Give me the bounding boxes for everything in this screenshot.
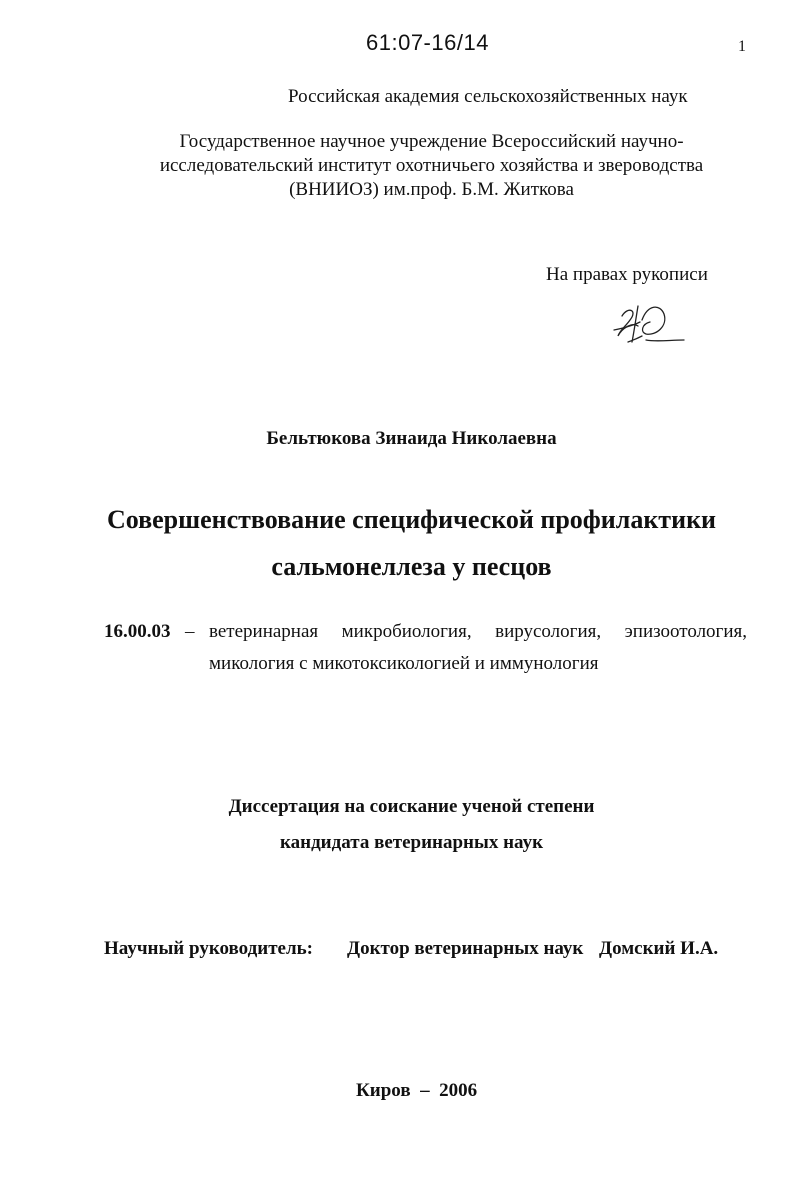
- city-year: Киров – 2006: [356, 1080, 478, 1101]
- institution-line: исследовательский институт охотничьего хозяйства и звероводства: [159, 155, 704, 176]
- catalog-number: 61:07-16/14: [366, 30, 489, 55]
- specialty-description-line: микология с микотоксикологией и иммунология: [209, 653, 599, 674]
- supervisor-degree: Доктор ветеринарных наук: [347, 938, 584, 959]
- dissertation-degree-line: кандидата ветеринарных наук: [279, 832, 544, 853]
- academy-name: Российская академия сельскохозяйственных наук: [288, 86, 688, 107]
- page-number: 1: [738, 38, 746, 55]
- specialty-code: 16.00.03: [104, 621, 171, 642]
- institution-line: (ВНИИОЗ) им.проф. Б.М. Житкова: [289, 179, 574, 200]
- title-line: Совершенствование специфической профилактики: [106, 505, 717, 534]
- title-line: сальмонеллеза у песцов: [271, 552, 552, 581]
- institution-name: [0, 130, 793, 202]
- specialty-description-line: ветеринарная микробиология, вирусология, эпизоотология,: [209, 621, 747, 642]
- dissertation-title: [0, 496, 793, 590]
- institution-line: Государственное научное учреждение Всероссийский научно-: [179, 131, 684, 152]
- signature-icon: [608, 296, 688, 352]
- supervisor-label: Научный руководитель:: [104, 938, 313, 959]
- specialty-dash: –: [185, 621, 195, 642]
- dissertation-degree-line: Диссертация на соискание ученой степени: [228, 796, 595, 817]
- supervisor-name: Домский И.А.: [599, 938, 719, 959]
- author-name: Бельтюкова Зинаида Николаевна: [266, 428, 557, 449]
- rights-note: На правах рукописи: [546, 264, 708, 285]
